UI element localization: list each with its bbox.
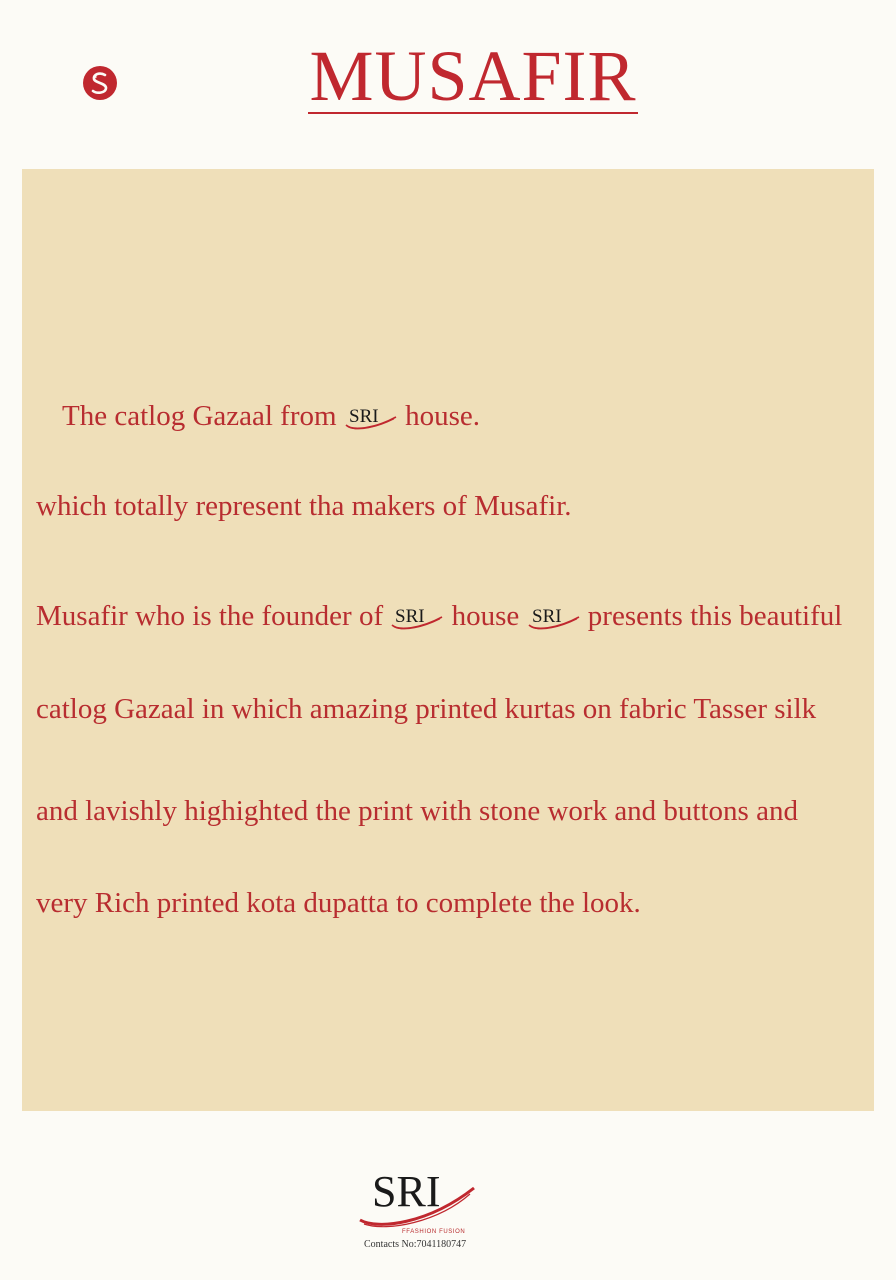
footer-tagline: FFASHION FUSION <box>402 1229 466 1235</box>
text-line-4: catlog Gazaal in which amazing printed kurtas on fabric Tasser silk <box>36 693 817 725</box>
text-line-3 <box>36 598 842 634</box>
description-panel <box>22 169 874 1111</box>
title-text: MUSAFIR <box>309 36 637 116</box>
footer-contacts: Contacts No:7041180747 <box>364 1239 467 1250</box>
text-line-5: and lavishly highighted the print with stone work and buttons and <box>36 795 798 827</box>
line-1-before: The catlog Gazaal from <box>62 400 337 432</box>
sri-logo-icon <box>527 601 581 631</box>
text-line-2: which totally represent tha makers of Musafir. <box>36 490 572 522</box>
text-line-6: very Rich printed kota dupatta to complete the look. <box>36 887 641 919</box>
svg-text:SRI: SRI <box>395 606 425 627</box>
svg-text:SRI: SRI <box>348 406 379 427</box>
svg-text:SRI: SRI <box>531 606 562 627</box>
line-3-before: Musafir who is the founder of <box>36 600 384 632</box>
page-title <box>0 36 896 116</box>
sri-logo-icon <box>390 601 444 631</box>
sri-logo-icon <box>344 401 398 431</box>
line-1-after: house. <box>405 400 480 432</box>
footer-logo-text: SRI <box>372 1167 441 1216</box>
line-3-middle: house <box>451 600 520 632</box>
text-line-1 <box>62 398 480 434</box>
line-3-after: presents this beautiful <box>587 600 843 632</box>
